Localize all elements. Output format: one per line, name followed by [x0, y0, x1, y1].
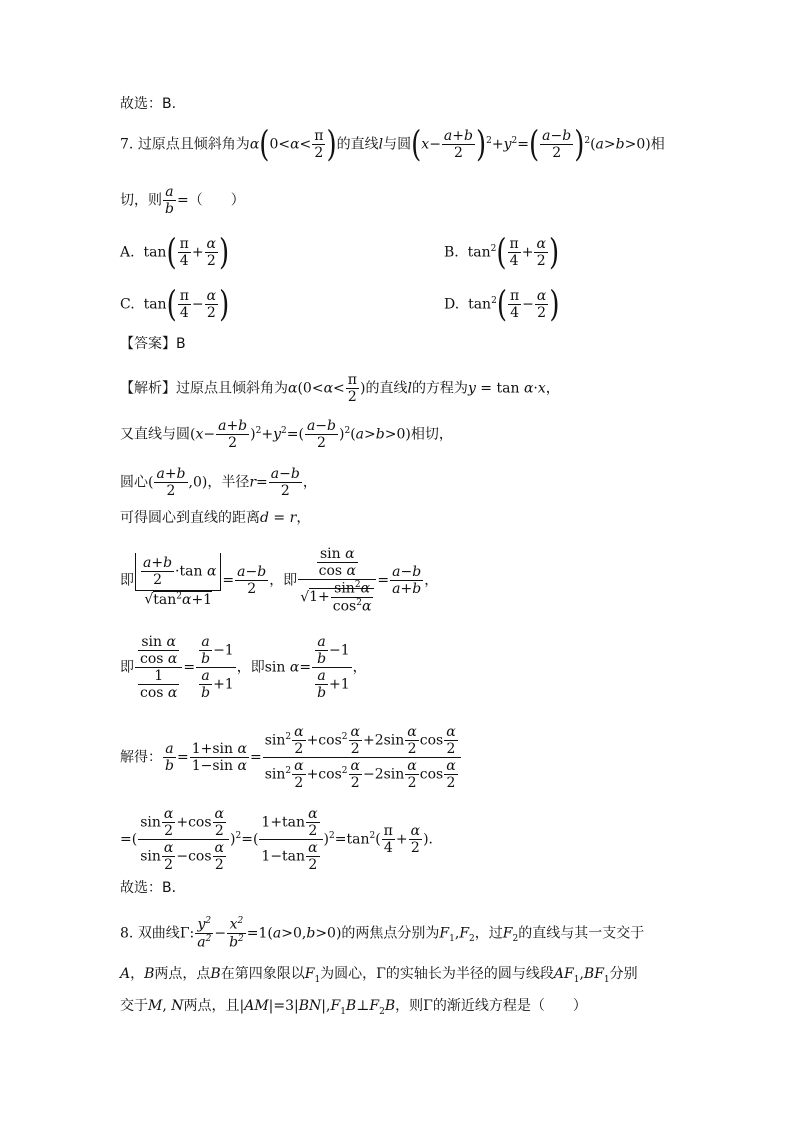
option-d: D. $\tan^2$( $\frac{\pi}{4}$ − $\frac{\alpha}{2}$ ) — [444, 284, 560, 325]
analysis-line-5: 即 $\frac{a+b}{2}$ ·tan α $√\tan^2\alpha+1$ = $\frac{a-b}{2}$ ，即 $\frac{\text{sin α}}{\text{cos α}}$ √1+ $\frac{\sin^2\alpha}{\cos^2\alpha}$ = $\frac{a-b}{a+b}$ ， — [120, 546, 439, 615]
question-number: 7. — [120, 136, 134, 153]
analysis-line-1: 【解析】过原点且倾斜角为α(0<α< $\frac{\pi}{2}$ )的直线l的方程为y = tan α·x， — [120, 372, 560, 406]
analysis-line-4: 可得圆心到直线的距离d = r， — [120, 510, 311, 526]
question-7-line-1: 7. 过原点且倾斜角为α(0<α< $\frac{\pi}{2}$ )的直线l与圆(x− $\frac{a+b}{2}$ )$^2+y^2=$( $\frac{a-b}{2}$ )$^2$(a>b>0)相 — [120, 124, 665, 165]
final-answer-line: 故选：B． — [120, 880, 186, 896]
analysis-line-8: =( sin $\frac{\alpha}{2}$ +cos $\frac{\alpha}{2}$ sin $\frac{\alpha}{2}$ −cos $\frac{\alpha}{2}$ )$^2$=( 1+tan $\frac{\alpha}{2}$ 1−tan $\frac{\alpha}{2}$ )$^2=\tan^2$( $\frac{\pi}{4}$ + $\frac{\alpha}{2}$ )． — [120, 806, 443, 874]
question-8-line-2: A，B两点，点B在第四象限以$F_1$为圆心，Γ的实轴长为半径的圆与线段$AF_1,BF_1$分别 — [120, 966, 638, 985]
question-7-line-2: 切，则 $\frac{a}{b}$ =（ ） — [120, 184, 245, 218]
answer-line: 【答案】B — [120, 336, 186, 352]
option-b: B. $\tan^2$( $\frac{\pi}{4}$ + $\frac{\alpha}{2}$ ) — [444, 232, 560, 273]
question-8-line-3: 交于M, N两点，且$|AM|=3|BN|,F_1B\perp F_2B$，则Γ的渐近线方程是（ ） — [120, 998, 587, 1017]
option-c: C. tan( $\frac{\pi}{4}$ − $\frac{\alpha}{2}$ ) — [120, 284, 230, 325]
question-8-line-1: 8. 双曲线Γ: $\frac{y^2}{a^2}$ − $\frac{x^2}{b^2}$ =1(a>0,b>0)的两焦点分别为$F_1,F_2$，过$F_2$的直线与其一支交于 — [120, 916, 645, 951]
previous-answer-line: 故选：B. — [120, 96, 177, 112]
option-a: A. tan( $\frac{\pi}{4}$ + $\frac{\alpha}{2}$ ) — [120, 232, 230, 273]
analysis-line-3: 圆心( $\frac{a+b}{2}$ ,0)，半径r= $\frac{a-b}{2}$ ， — [120, 466, 317, 500]
analysis-line-7: 解得： $\frac{a}{b}$ = $\frac{\text{1+sin α}}{\text{1−sin α}}$ = $\sin^2$ $\frac{\alpha}{2}$ $+\cos^2$ $\frac{\alpha}{2}$ +2sin $\frac{\alpha}{2}$ cos $\frac{\alpha}{2}$ $\sin^2$ $\frac{\alpha}{2}$ $+\cos^2$ $\frac{\alpha}{2}$ −2sin $\frac{\alpha}{2}$ cos $\frac{\alpha}{2}$ — [120, 724, 462, 791]
analysis-line-6: 即 $\frac{\frac{\text{sin α}}{\text{cos α}}}{\frac{1}{\text{cos α}}}$ = $\frac{a}{b}$ −1 $\frac{a}{b}$ +1 ，即sin α= $\frac{a}{b}$ −1 $\frac{a}{b}$ +1 ， — [120, 634, 367, 702]
analysis-line-2: 又直线与圆(x− $\frac{a+b}{2}$ )$^2+y^2=$( $\frac{a-b}{2}$ )$^2$(a>b>0)相切， — [120, 418, 453, 452]
